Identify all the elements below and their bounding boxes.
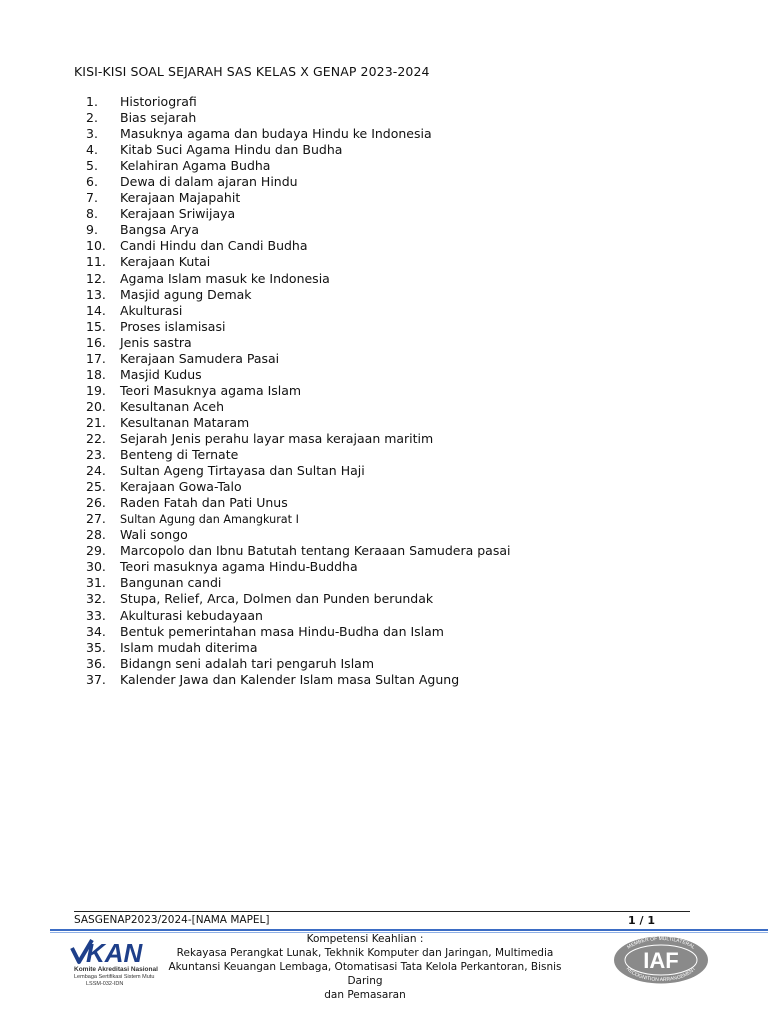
topic-number: 33. [86,607,106,623]
topic-number: 29. [86,543,106,559]
topic-item [86,287,510,303]
topic-number: 4. [86,142,98,158]
topic-number: 31. [86,575,106,591]
topic-item [86,415,510,431]
topic-text: Agama Islam masuk ke Indonesia [120,270,330,286]
topic-item [86,479,510,495]
topic-number: 2. [86,110,98,126]
topic-item [86,94,510,110]
topic-text: Kesultanan Aceh [120,398,225,414]
topic-item [86,495,510,511]
iaf-logo [612,935,710,985]
topic-item [86,527,510,543]
topic-text: Bidangn seni adalah tari pengaruh Islam [120,655,375,671]
topic-item [86,656,510,672]
page-number: 1 / 1 [628,914,655,927]
topic-item [86,640,510,656]
topic-number: 6. [86,174,98,190]
topic-text: Bangsa Arya [120,222,199,238]
topic-number: 13. [86,286,106,302]
topic-number: 37. [86,671,106,687]
topic-item [86,351,510,367]
topic-number: 34. [86,623,106,639]
topic-number: 26. [86,495,106,511]
topic-number: 18. [86,366,106,382]
footer-divider [74,911,690,912]
topic-item [86,591,510,607]
topic-text: Kerajaan Gowa-Talo [120,479,242,495]
topic-text: Islam mudah diterima [120,639,258,655]
topic-item [86,335,510,351]
document-title: KISI-KISI SOAL SEJARAH SAS KELAS X GENAP 2023-2024 [74,64,430,79]
topic-item [86,271,510,287]
topic-item [86,142,510,158]
topic-number: 17. [86,350,106,366]
topic-item [86,431,510,447]
competency-line-2: Akuntansi Keuangan Lembaga, Otomatisasi Tata Kelola Perkantoran, Bisnis Daring [168,961,562,987]
topic-text: Jenis sastra [120,334,192,350]
iaf-ring-bottom-text: RECOGNITION ARRANGEMENT [624,966,698,984]
topic-text: Masuknya agama dan budaya Hindu ke Indonesia [120,126,432,142]
topic-item [86,463,510,479]
topic-text: Teori masuknya agama Hindu-Buddha [120,559,358,575]
topic-number: 15. [86,318,106,334]
topic-number: 22. [86,430,106,446]
topic-item [86,367,510,383]
topic-number: 7. [86,190,98,206]
topic-number: 12. [86,270,106,286]
topic-item [86,511,510,527]
topic-number: 3. [86,126,98,142]
topic-text: Wali songo [120,527,188,543]
topic-item [86,126,510,142]
topic-number: 10. [86,238,106,254]
topic-item [86,543,510,559]
topic-list [86,94,510,688]
topic-item [86,158,510,174]
topic-number: 1. [86,94,98,109]
topic-item [86,174,510,190]
topic-number: 11. [86,254,106,270]
topic-text: Candi Hindu dan Candi Budha [120,238,308,254]
topic-text: Marcopolo dan Ibnu Batutah tentang Keraaan Samudera pasai [120,543,511,559]
competency-block [150,932,580,1002]
topic-text: Kitab Suci Agama Hindu dan Budha [120,142,343,158]
topic-text: Dewa di dalam ajaran Hindu [120,174,298,190]
topic-text: Teori Masuknya agama Islam [120,382,302,398]
topic-text: Bentuk pemerintahan masa Hindu-Budha dan Islam [120,623,444,639]
topic-item [86,319,510,335]
topic-text: Proses islamisasi [120,318,226,334]
topic-text: Kerajaan Majapahit [120,190,241,206]
topic-item [86,608,510,624]
topic-text: Sultan Ageng Tirtayasa dan Sultan Haji [120,463,365,479]
footer-doc-code: SASGENAP2023/2024-[NAMA MAPEL] [74,914,270,926]
topic-item [86,559,510,575]
topic-text: Bangunan candi [120,575,222,591]
kan-logo-sub1: Komite Akreditasi Nasional [74,966,158,973]
topic-text: Kalender Jawa dan Kalender Islam masa Sultan Agung [120,671,460,687]
topic-item [86,303,510,319]
topic-number: 8. [86,206,98,222]
topic-item [86,624,510,640]
topic-item [86,190,510,206]
topic-number: 20. [86,398,106,414]
topic-number: 14. [86,302,106,318]
topic-number: 36. [86,655,106,671]
topic-number: 27. [86,511,106,527]
topic-item [86,672,510,688]
topic-text: Raden Fatah dan Pati Unus [120,495,288,511]
topic-text: Akulturasi kebudayaan [120,607,263,623]
topic-text: Kelahiran Agama Budha [120,158,271,174]
topic-text: Kerajaan Sriwijaya [120,206,236,222]
topic-item [86,206,510,222]
topic-number: 35. [86,639,106,655]
topic-number: 30. [86,559,106,575]
kan-logo-text: KAN [86,938,143,968]
kan-logo-sub3: LSSM-032-IDN [86,981,124,987]
topic-number: 25. [86,479,106,495]
topic-item [86,447,510,463]
topic-text: Bias sejarah [120,110,197,126]
topic-text: Masjid Kudus [120,366,202,382]
topic-text: Sejarah Jenis perahu layar masa kerajaan maritim [120,430,434,446]
topic-text: Benteng di Ternate [120,447,239,463]
topic-text: Kesultanan Mataram [120,414,250,430]
topic-item [86,222,510,238]
topic-number: 19. [86,382,106,398]
iaf-logo-text: IAF [643,948,679,973]
topic-text: Sultan Agung dan Amangkurat I [120,513,299,527]
competency-line-1: Rekayasa Perangkat Lunak, Tekhnik Komputer dan Jaringan, Multimedia [176,947,554,959]
kan-logo-sub2: Lembaga Sertifikasi Sistem Mutu [74,974,155,980]
topic-text: Historiografi [120,94,197,109]
topic-item [86,383,510,399]
topic-text: Akulturasi [120,302,183,318]
topic-number: 32. [86,591,106,607]
competency-line-3: dan Pemasaran [324,989,406,1001]
topic-text: Masjid agung Demak [120,286,252,302]
topic-item [86,110,510,126]
topic-number: 23. [86,447,106,463]
topic-text: Kerajaan Kutai [120,254,211,270]
header-rule-blue [50,929,768,931]
competency-title: Kompetensi Keahlian : [306,933,424,945]
iaf-ring-top-text: MEMBER OF MULTILATERAL [626,935,696,951]
topic-number: 21. [86,414,106,430]
topic-number: 9. [86,222,98,238]
topic-number: 5. [86,158,98,174]
topic-item [86,399,510,415]
topic-item [86,238,510,254]
topic-number: 28. [86,527,106,543]
topic-number: 24. [86,463,106,479]
topic-text: Kerajaan Samudera Pasai [120,350,280,366]
topic-text: Stupa, Relief, Arca, Dolmen dan Punden berundak [120,591,434,607]
topic-item [86,575,510,591]
topic-number: 16. [86,334,106,350]
topic-item [86,254,510,270]
